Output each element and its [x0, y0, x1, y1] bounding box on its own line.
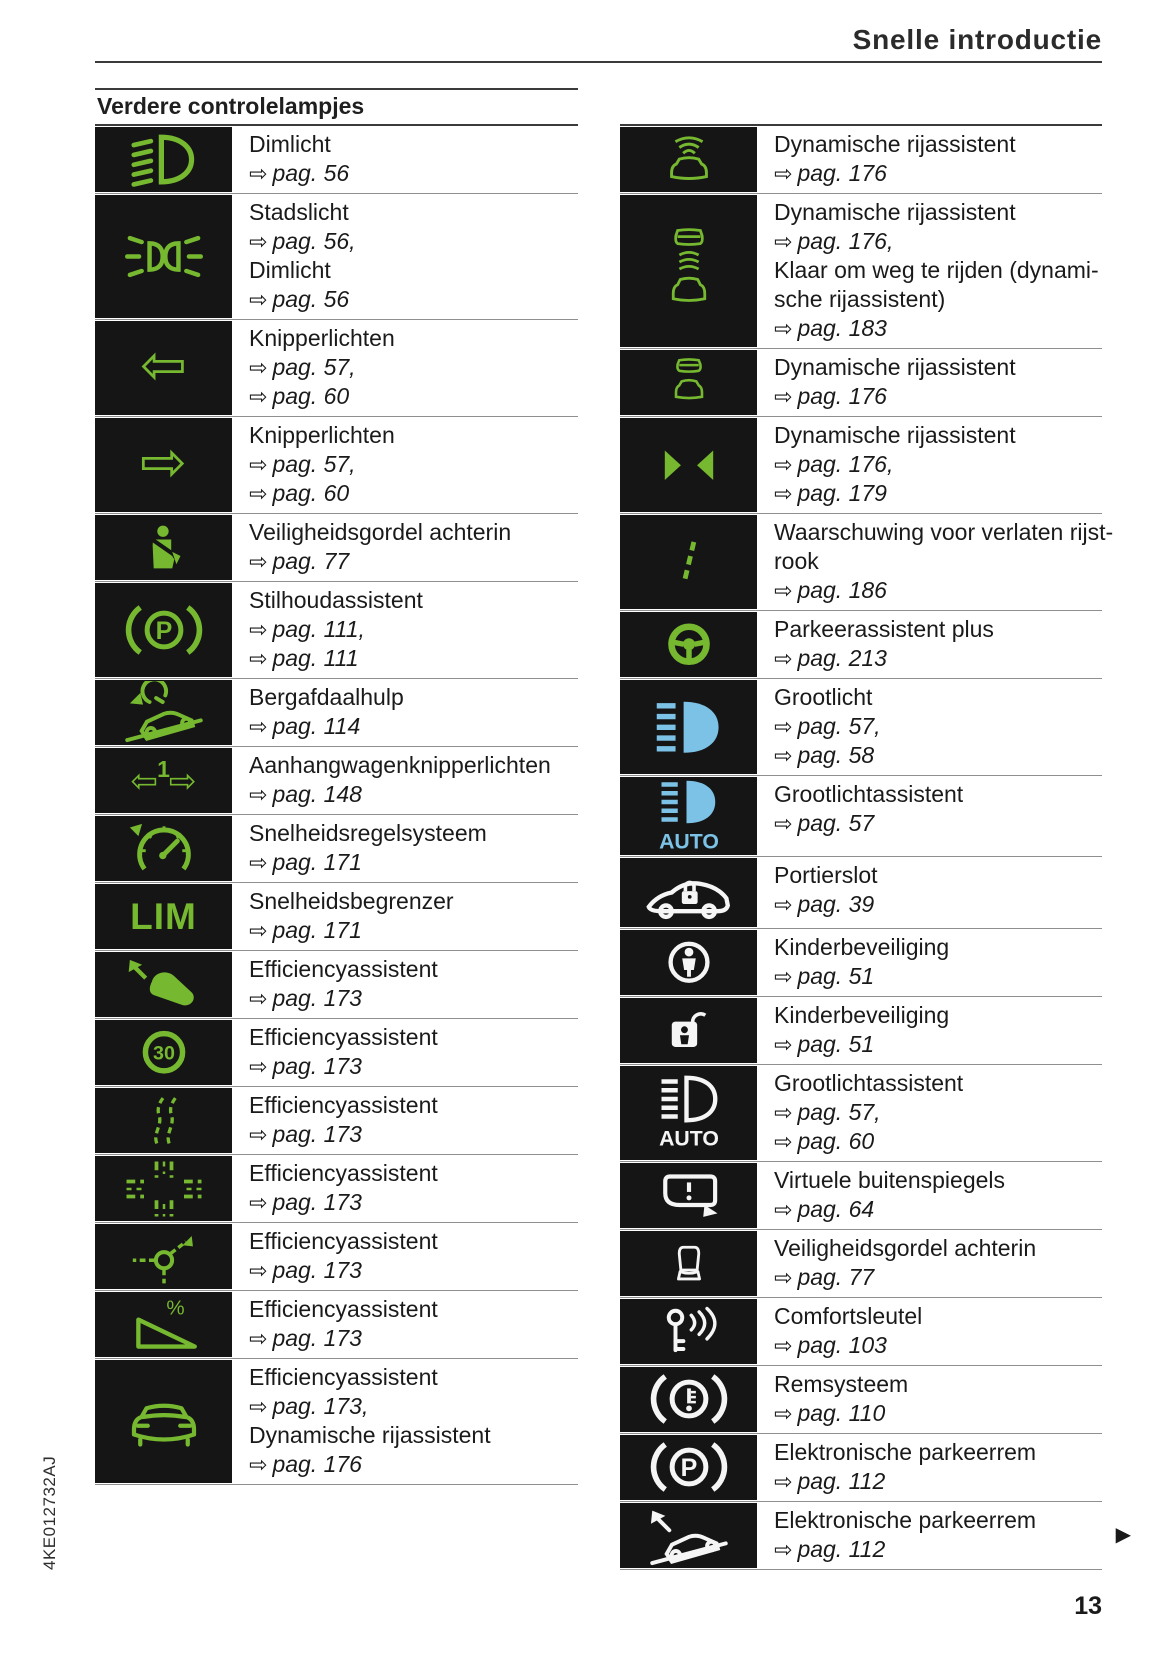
page-ref-arrow-icon: ⇨: [774, 452, 793, 477]
page-reference: ⇨ pag. 56: [249, 160, 350, 186]
lamp-name: Efficiencyassistent: [249, 1092, 438, 1118]
lamp-name: Remsysteem: [774, 1370, 909, 1397]
lamp-name: Grootlichtassistent: [774, 1069, 964, 1096]
svg-text:%: %: [165, 1296, 185, 1320]
lamp-description: [757, 1230, 1102, 1297]
lamp-description: [232, 194, 578, 319]
page-ref-arrow-icon: ⇨: [774, 811, 793, 836]
intersection-icon: [95, 1156, 232, 1221]
page-ref-arrow-icon: ⇨: [774, 481, 793, 506]
page-ref-arrow-icon: ⇨: [249, 1452, 268, 1477]
door-lock-icon: [620, 858, 757, 927]
page-reference: ⇨ pag. 171: [249, 849, 362, 875]
lamp-name: Dynamische rijassistent: [774, 354, 1016, 380]
page-ref-arrow-icon: ⇨: [774, 578, 793, 603]
page-reference: ⇨ pag. 57: [774, 810, 875, 836]
lamp-name: Veiligheidsgordel achterin: [774, 1234, 1037, 1261]
lamp-name: Portierslot: [774, 861, 878, 888]
roundabout-icon: [95, 1224, 232, 1289]
page-ref-arrow-icon: ⇨: [249, 782, 268, 807]
page-ref-arrow-icon: ⇨: [249, 287, 268, 312]
lamp-table-row: [95, 1359, 578, 1485]
left-table-rows: [95, 126, 578, 1485]
page-reference: ⇨ pag. 51: [774, 1030, 875, 1057]
lane-departure-icon: [620, 515, 757, 609]
page-ref-arrow-icon: ⇨: [249, 986, 268, 1011]
lamp-table-row: [620, 126, 1102, 194]
lamp-name: Knipperlichten: [249, 325, 395, 351]
page-ref-arrow-icon: ⇨: [774, 384, 793, 409]
lamp-table-row: [620, 349, 1102, 417]
page-ref-arrow-icon: ⇨: [249, 1190, 268, 1215]
page-reference: ⇨ pag. 148: [249, 781, 362, 807]
cruise-control-icon: [95, 816, 232, 881]
lamp-name: Comfortsleutel: [774, 1302, 923, 1329]
lamp-table-row: [620, 1502, 1102, 1570]
svg-text:AUTO: AUTO: [658, 829, 719, 854]
page-reference: ⇨ pag. 176,: [774, 228, 894, 254]
lamp-description: [232, 417, 578, 513]
lamp-name: Waarschuwing voor verlaten rijst-: [774, 519, 1114, 545]
page-reference: ⇨ pag. 77: [774, 1263, 875, 1290]
lamp-name: Dynamische rijassistent: [774, 131, 1016, 157]
svg-text:P: P: [155, 616, 172, 645]
lamp-name: Elektronische parkeerrem: [774, 1438, 1037, 1465]
page-reference: ⇨ pag. 111,: [249, 616, 365, 642]
page-ref-arrow-icon: ⇨: [249, 229, 268, 254]
lamp-table-row: [620, 776, 1102, 857]
table-title: Verdere controlelampjes: [95, 90, 578, 126]
page-reference: ⇨ pag. 111: [249, 645, 359, 671]
brake-system-icon: [620, 1367, 757, 1432]
trailer-turn-signal-icon: ⇦ 1 ⇨: [95, 748, 232, 813]
lamp-table-row: [95, 320, 578, 417]
right-table-rows: [620, 126, 1114, 1570]
page-ref-arrow-icon: ⇨: [774, 229, 793, 254]
lamp-description: [757, 126, 1102, 193]
lamp-description: [232, 1359, 578, 1484]
lamp-table-row: [95, 1291, 578, 1359]
lamp-table-row: [620, 514, 1114, 611]
page-ref-arrow-icon: ⇨: [249, 384, 268, 409]
page-reference: ⇨ pag. 57,: [249, 451, 356, 477]
lamp-name: Efficiencyassistent: [249, 1296, 438, 1322]
auto-hold-brake-icon: [95, 583, 232, 677]
speed-limit-30-icon: [95, 1020, 232, 1085]
lamp-description: [757, 1502, 1102, 1569]
page-reference: ⇨ pag. 173: [249, 1121, 362, 1147]
right-lamp-table: [620, 124, 1114, 1570]
page-reference: ⇨ pag. 176: [249, 1451, 362, 1477]
lamp-description: [232, 514, 578, 581]
lamp-table-row: [95, 747, 578, 815]
lamp-table-row: [620, 611, 1102, 679]
page-reference: ⇨ pag. 112: [774, 1467, 886, 1494]
child-safety-icon: [620, 930, 757, 995]
page-reference: ⇨ pag. 112: [774, 1535, 886, 1562]
park-assist-steering-icon: [620, 612, 757, 677]
lamp-table-row: [95, 1155, 578, 1223]
page-reference: ⇨ pag. 186: [774, 577, 887, 603]
lamp-table-row: [95, 815, 578, 883]
page-ref-arrow-icon: ⇨: [249, 355, 268, 380]
lamp-table-row: [620, 929, 1102, 997]
lamp-table-row: [620, 194, 1102, 349]
lamp-name: Knipperlichten: [249, 422, 395, 448]
lamp-name: sche rijassistent): [774, 286, 946, 312]
lamp-table-row: [95, 1019, 578, 1087]
page-ref-arrow-icon: ⇨: [774, 891, 793, 917]
page-reference: ⇨ pag. 51: [774, 962, 875, 989]
lamp-name: Grootlichtassistent: [774, 781, 964, 807]
lamp-description: [232, 679, 578, 746]
page-reference: ⇨ pag. 60: [249, 480, 350, 506]
page-reference: ⇨ pag. 176: [774, 383, 887, 409]
rollaway-parking-brake-icon: [620, 1503, 757, 1568]
lamp-name: Elektronische parkeerrem: [774, 1506, 1037, 1533]
lamp-table-row: [620, 1366, 1102, 1434]
lamp-table-row: [620, 679, 1102, 776]
page-ref-arrow-icon: ⇨: [249, 617, 268, 642]
distance-warning-icon: [620, 127, 757, 192]
page-reference: ⇨ pag. 173: [249, 1325, 362, 1351]
page-reference: ⇨ pag. 176,: [774, 451, 894, 477]
page-ref-arrow-icon: ⇨: [774, 1264, 793, 1290]
page-reference: ⇨ pag. 173: [249, 985, 362, 1011]
page-reference: ⇨ pag. 176: [774, 160, 887, 186]
page-ref-arrow-icon: ⇨: [774, 1332, 793, 1358]
lamp-description: [757, 417, 1102, 513]
page-ref-arrow-icon: ⇨: [249, 1326, 268, 1351]
page-ref-arrow-icon: ⇨: [774, 646, 793, 671]
right-column: [620, 88, 1114, 1570]
lamp-name: Dynamische rijassistent: [774, 422, 1016, 448]
lamp-name: Efficiencyassistent: [249, 1228, 438, 1254]
low-beam-icon: [95, 127, 232, 192]
svg-text:AUTO: AUTO: [658, 1126, 719, 1150]
page-reference: ⇨ pag. 114: [249, 713, 361, 739]
rear-seatbelt-icon: [95, 515, 232, 580]
lamp-description: [757, 1434, 1102, 1501]
page-reference: ⇨ pag. 183: [774, 315, 887, 341]
page-ref-arrow-icon: ⇨: [774, 161, 793, 186]
page-ref-arrow-icon: ⇨: [249, 549, 268, 574]
page-reference: ⇨ pag. 60: [249, 383, 350, 409]
lamp-description: [757, 857, 1102, 928]
lamp-table-row: [620, 1434, 1102, 1502]
continuation-arrow-icon: ▶: [1115, 1524, 1131, 1546]
lamp-description: [757, 1366, 1102, 1433]
lamp-name: rook: [774, 548, 819, 574]
lamp-description: [757, 997, 1102, 1064]
lamp-table-row: [95, 194, 578, 320]
page-reference: ⇨ pag. 171: [249, 917, 362, 943]
lamp-description: [232, 747, 578, 814]
page-ref-arrow-icon: ⇨: [774, 963, 793, 989]
lamp-table-row: [95, 1087, 578, 1155]
lamp-description: [232, 1291, 578, 1358]
lamp-name: Aanhangwagenknipperlichten: [249, 752, 551, 778]
lamp-table-row: [620, 1065, 1102, 1162]
page-reference: ⇨ pag. 57,: [774, 1098, 881, 1125]
lamp-table-row: [95, 514, 578, 582]
left-lamp-table: [95, 88, 578, 1485]
page-reference: ⇨ pag. 179: [774, 480, 887, 506]
page-ref-arrow-icon: ⇨: [249, 1394, 268, 1419]
high-beam-auto-icon: [620, 777, 757, 855]
page-ref-arrow-icon: ⇨: [249, 481, 268, 506]
virtual-mirror-icon: [620, 1163, 757, 1228]
lamp-description: [232, 1155, 578, 1222]
page-number: 13: [1074, 1592, 1102, 1620]
lamp-name: Stadslicht: [249, 199, 349, 225]
svg-text:30: 30: [152, 1042, 175, 1065]
page-reference: ⇨ pag. 213: [774, 645, 887, 671]
page-ref-arrow-icon: ⇨: [249, 1122, 268, 1147]
lamp-description: [232, 320, 578, 416]
page-reference: ⇨ pag. 64: [774, 1195, 875, 1222]
lamp-name: Grootlicht: [774, 684, 873, 710]
lamp-table-row: [95, 1223, 578, 1291]
left-column: [95, 88, 578, 1570]
turn-signal-right-icon: ⇨: [95, 418, 232, 512]
page-title: Snelle introductie: [852, 24, 1102, 55]
lamp-description: [757, 349, 1102, 416]
lamp-name: Veiligheidsgordel achterin: [249, 519, 512, 545]
lamp-table-row: [620, 997, 1102, 1065]
follow-distance-icon: [620, 350, 757, 415]
page-reference: ⇨ pag. 173: [249, 1189, 362, 1215]
lamp-description: [757, 776, 1102, 856]
parking-brake-icon: [620, 1435, 757, 1500]
page-reference: ⇨ pag. 77: [249, 548, 350, 574]
page-reference: ⇨ pag. 56,: [249, 228, 356, 254]
speed-limiter-lim-icon: LIM: [95, 884, 232, 949]
lamp-name: Parkeerassistent plus: [774, 616, 994, 642]
lamp-table-row: [95, 951, 578, 1019]
page-ref-arrow-icon: ⇨: [774, 1536, 793, 1562]
lamp-table-row: [95, 126, 578, 194]
lamp-name: Stilhoudassistent: [249, 587, 423, 613]
lamp-description: [757, 679, 1102, 775]
page-ref-arrow-icon: ⇨: [774, 743, 793, 768]
page-ref-arrow-icon: ⇨: [249, 1258, 268, 1283]
winding-road-icon: [95, 1088, 232, 1153]
page-reference: ⇨ pag. 57,: [774, 713, 881, 739]
content-columns: [95, 88, 1114, 1570]
page-ref-arrow-icon: ⇨: [774, 316, 793, 341]
drive-ready-icon: [620, 195, 757, 347]
efficiency-pedal-icon: [95, 952, 232, 1017]
lamp-name: Kinderbeveiliging: [774, 1001, 950, 1028]
lamp-table-row: [620, 1230, 1102, 1298]
page-ref-arrow-icon: ⇨: [249, 1054, 268, 1079]
lamp-description: [232, 1087, 578, 1154]
lane-guidance-triangles-icon: [620, 418, 757, 512]
page-ref-arrow-icon: ⇨: [249, 850, 268, 875]
lamp-table-row: [95, 679, 578, 747]
page-reference: ⇨ pag. 110: [774, 1399, 886, 1426]
page-reference: ⇨ pag. 103: [774, 1331, 887, 1358]
header-rule: [95, 61, 1102, 63]
high-beam-auto-outline-icon: [620, 1066, 757, 1160]
gradient-percent-icon: [95, 1292, 232, 1357]
lamp-name: Dimlicht: [249, 131, 331, 157]
page-ref-arrow-icon: ⇨: [774, 1031, 793, 1057]
seat-belt-seat-icon: [620, 1231, 757, 1296]
lamp-name: Bergafdaalhulp: [249, 684, 404, 710]
page-reference: ⇨ pag. 173: [249, 1053, 362, 1079]
hill-descent-icon: [95, 680, 232, 745]
lamp-description: [232, 815, 578, 882]
lamp-table-row: [620, 1162, 1102, 1230]
lamp-table-row: [620, 1298, 1102, 1366]
lamp-description: [232, 1019, 578, 1086]
lamp-description: [232, 126, 578, 193]
page-ref-arrow-icon: ⇨: [249, 714, 268, 739]
turn-signal-left-icon: ⇦: [95, 321, 232, 415]
lamp-description: [757, 611, 1102, 678]
lamp-name: Efficiencyassistent: [249, 956, 438, 982]
lamp-name: Kinderbeveiliging: [774, 933, 950, 960]
lamp-description: [232, 883, 578, 950]
lamp-name: Virtuele buitenspiegels: [774, 1166, 1006, 1193]
page-ref-arrow-icon: ⇨: [774, 1196, 793, 1222]
page-reference: ⇨ pag. 58: [774, 742, 875, 768]
page-reference: ⇨ pag. 173: [249, 1257, 362, 1283]
page-reference: ⇨ pag. 60: [774, 1127, 875, 1154]
child-lock-icon: [620, 998, 757, 1063]
page-reference: ⇨ pag. 57,: [249, 354, 356, 380]
page-ref-arrow-icon: ⇨: [774, 1400, 793, 1426]
page-reference: ⇨ pag. 173,: [249, 1393, 369, 1419]
svg-text:P: P: [680, 1453, 697, 1482]
lamp-name: Snelheidsregelsysteem: [249, 820, 487, 846]
lamp-description: [757, 1065, 1102, 1161]
page-reference: ⇨ pag. 56: [249, 286, 350, 312]
comfort-key-icon: [620, 1299, 757, 1364]
lamp-description: [757, 1162, 1102, 1229]
lamp-description: [232, 1223, 578, 1290]
page-header: [853, 24, 1102, 56]
lamp-table-row: [95, 582, 578, 679]
lamp-name: Efficiencyassistent: [249, 1024, 438, 1050]
document-code: 4KE012732AJ: [40, 1455, 59, 1570]
page-ref-arrow-icon: ⇨: [249, 452, 268, 477]
lamp-name: Efficiencyassistent: [249, 1364, 438, 1390]
page-ref-arrow-icon: ⇨: [249, 161, 268, 186]
lamp-description: [232, 951, 578, 1018]
page-ref-arrow-icon: ⇨: [774, 1468, 793, 1494]
page-ref-arrow-icon: ⇨: [774, 1128, 793, 1154]
lamp-description: [757, 514, 1113, 610]
lamp-description: [232, 582, 578, 678]
page-ref-arrow-icon: ⇨: [774, 1099, 793, 1125]
lamp-name: Dynamische rijassistent: [249, 1422, 491, 1448]
lamp-name: Snelheidsbegrenzer: [249, 888, 454, 914]
lamp-name: Klaar om weg te rijden (dynami-: [774, 257, 1099, 283]
page-ref-arrow-icon: ⇨: [249, 918, 268, 943]
position-light-icon: [95, 195, 232, 318]
page-reference: ⇨ pag. 39: [774, 890, 875, 917]
lamp-description: [757, 929, 1102, 996]
lamp-name: Efficiencyassistent: [249, 1160, 438, 1186]
lamp-description: [757, 194, 1102, 348]
lamp-table-row: [620, 417, 1102, 514]
lamp-table-row: [620, 857, 1102, 929]
lamp-table-row: [95, 883, 578, 951]
high-beam-icon: [620, 680, 757, 774]
lamp-description: [757, 1298, 1102, 1365]
page-ref-arrow-icon: ⇨: [249, 646, 268, 671]
car-front-icon: [95, 1360, 232, 1483]
page-ref-arrow-icon: ⇨: [774, 714, 793, 739]
lamp-table-row: [95, 417, 578, 514]
lamp-name: Dimlicht: [249, 257, 331, 283]
lamp-name: Dynamische rijassistent: [774, 199, 1016, 225]
